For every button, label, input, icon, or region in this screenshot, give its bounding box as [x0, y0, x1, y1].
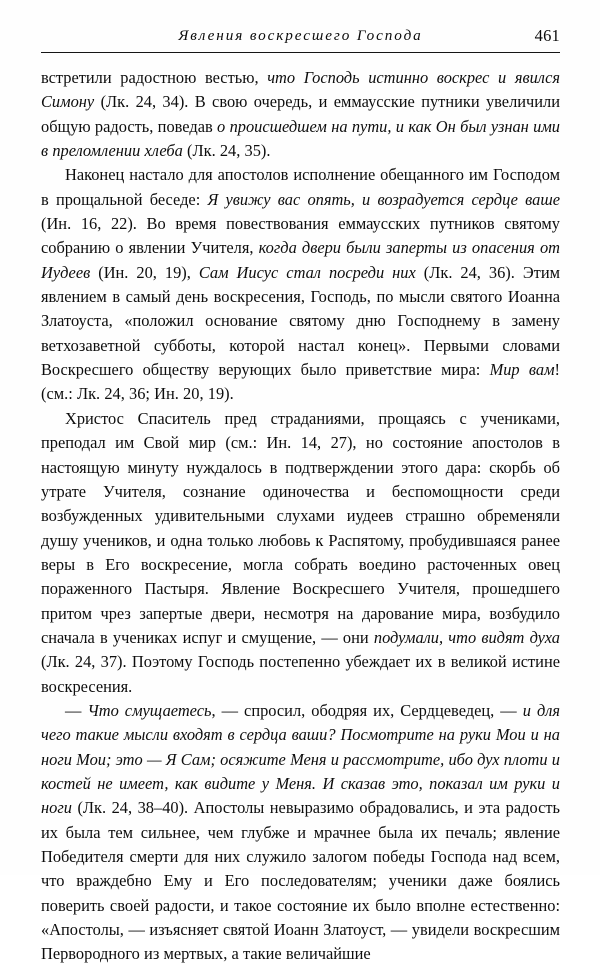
paragraph [41, 163, 560, 406]
body-run: встретили радостною вестью, [41, 68, 268, 87]
paragraph [41, 699, 560, 967]
body-run: Наконец настало для апостолов исполнение обещанного им Господом в прощальной беседе: [41, 165, 560, 209]
scripture-quote: что Господь истинно воскрес и явился Симону [41, 68, 561, 112]
body-run: — [65, 700, 88, 720]
paragraph [41, 66, 560, 163]
body-run: (Ин. 20, 19), [90, 262, 199, 282]
scripture-quote: Мир вам [489, 360, 555, 380]
body-run: , — спросил, ободряя их, Сердцеведец, — [211, 700, 523, 720]
body-run: (Лк. 24, 37). Поэтому Господь постепенно убеждает их в великой истине воскресения. [41, 652, 560, 696]
scripture-quote: о происшедшем на пути, и как Он был узнан ими в преломлении хлеба [41, 116, 560, 161]
body-text-block [41, 66, 560, 967]
scripture-quote: Что смущаетесь [87, 700, 212, 720]
body-run: (Лк. 24, 36). Этим явлением в самый день воскресения, Господь, по мысли святого Иоанна Златоуста, «положил основание святому дню Господнему в замену ветхозаветной субботы, которой настал конец». Первыми словами Воскресшего обществу верующих было приветствие мира: [41, 262, 560, 380]
paragraph [41, 407, 560, 699]
body-run: ! (см.: Лк. 24, 36; Ин. 20, 19). [41, 360, 561, 404]
body-run: (Лк. 24, 34). В свою очередь, и еммаусские путники увеличили общую радость, поведав [41, 92, 560, 136]
scripture-quote: подумали, что видят духа [373, 627, 560, 647]
running-head-title: Явления воскресшего Господа [178, 27, 423, 44]
scripture-quote: Сам Иисус стал посреди них [198, 262, 416, 282]
scripture-quote: когда двери были заперты из опасения от Иудеев [41, 238, 560, 282]
page-number: 461 [534, 26, 560, 45]
body-run: (Лк. 24, 38–40). Апостолы невыразимо обрадовались, и эта радость их была тем сильнее, чем глубже и мрачнее была их печаль; явление Победителя смерти для них служило залогом победы Господа над всем, что враждебно Ему и Его последователям; ученики даже боялись поверить своей радости, и такое состояние их было вполне естественно: «Апостолы, — изъясняет святой Иоанн Златоуст, — увидели воскресшим Первородного из мертвых, а такие величайшие [41, 798, 560, 964]
scripture-quote: Я увижу вас опять, и возрадуется сердце ваше [207, 189, 560, 209]
body-run: Христос Спаситель пред страданиями, прощаясь с учениками, преподал им Свой мир (см.: Ин. 14, 27), но состояние апостолов в настоящую минуту нуждалось в подтверждении этого дара: скорбь об утрате Учителя, сознание одиночества и беспомощности среди возбужденных удивительными слухами иудеев страшно обременяли душу учеников, и одна только любовь к Распятому, пробудившаяся ранее веры в Его воскресение, могла собрать воедино расточенных овец пораженного Пастыря. Явление Воскресшего Учителя, прошедшего притом чрез запертые двери, несмотря на дарование мира, возбудило сначала в учениках испуг и смущение, — они [41, 408, 560, 647]
header-rule [41, 52, 560, 53]
scripture-quote: и для чего такие мысли входят в сердца ваши? Посмотрите на руки Мои и на ноги Мои; это — Я Сам; осяжите Меня и рассмотрите, ибо дух плоти и костей не имеет, как видите у Меня. И сказав это, показал им руки и ноги [41, 700, 561, 818]
body-run: (Ин. 16, 22). Во время повествования еммаусских путников святому собранию о явлении Учителя, [41, 214, 560, 258]
running-head-inner [41, 26, 560, 52]
body-run: (Лк. 24, 35). [182, 141, 271, 161]
